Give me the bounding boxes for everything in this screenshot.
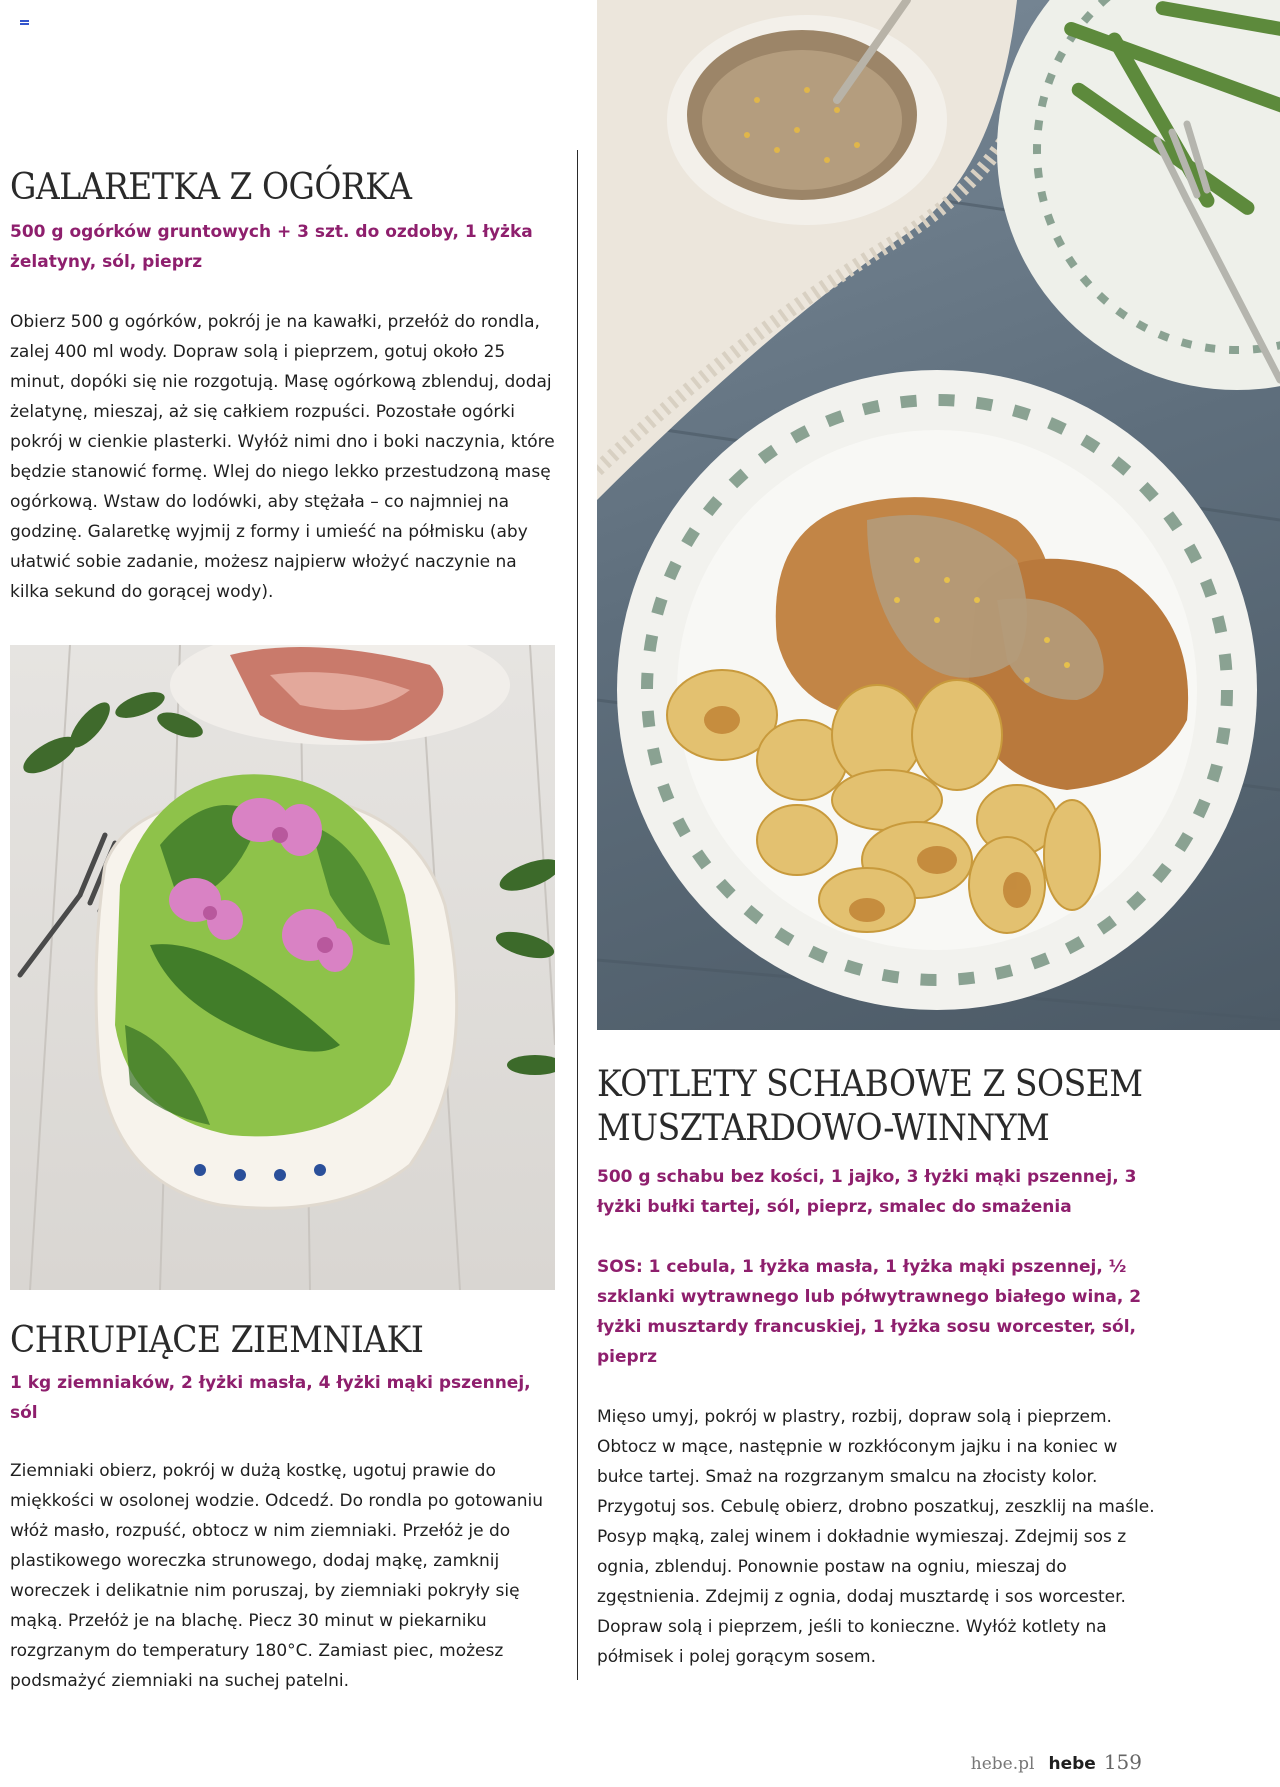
recipe-title-line1: KOTLETY SCHABOWE Z SOSEM [597,1062,1143,1105]
recipe-instructions: Ziemniaki obierz, pokrój w dużą kostkę, ugotuj prawie do miękkości w osolonej wodzie. Odcedź. Do rondla po gotowaniu włóż masło, rozpuść, obtocz w nim ziemniaki. Przełóż je do plastikowego woreczka strunowego, dodaj mąkę, zamknij woreczek i delikatnie nim poruszaj, by ziemniaki pokryły się mąką. Przełóż je na blachę. Piecz 30 minut w piekarniku rozgrzanym do temperatury 180°C. Zamiast piec, możesz podsmażyć ziemniaki na suchej patelni. [10,1461,543,1691]
column-divider [577,150,578,1680]
recipe-instructions: Mięso umyj, pokrój w plastry, rozbij, dopraw solą i pieprzem. Obtocz w mące, następnie w rozkłóconym jajku i na koniec w bułce tartej. Smaż na rozgrzanym smalcu na złocisty kolor. Przygotuj sos. Cebulę obierz, drobno poszatkuj, zeszklij na maśle. Posyp mąką, zalej winem i dokładnie wymieszaj. Zdejmij sos z ognia, zblenduj. Ponownie postaw na ogniu, mieszaj do zgęstnienia. Zdejmij z ognia, dodaj musztardę i sos worcester. Dopraw solą i pieprzem, jeśli to konieczne. Wyłóż kotlety na półmisek i polej gorącym sosem. [597,1407,1155,1667]
recipe-title: CHRUPIĄCE ZIEMNIAKI [10,1318,424,1361]
recipe-instructions: Obierz 500 g ogórków, pokrój je na kawałki, przełóż do rondla, zalej 400 ml wody. Dopraw solą i pieprzem, gotuj około 25 minut, dopóki się nie rozgotują. Masę ogórkową zblenduj, dodaj żelatynę, mieszaj, aż się całkiem rozpuści. Pozostałe ogórki pokrój w cienkie plasterki. Wyłóż nimi dno i boki naczynia, które będzie stanowić formę. Wlej do niego lekko przestudzoną masę ogórkową. Wstaw do lodówki, aby stężała – co najmniej na godzinę. Galaretkę wyjmij z formy i umieść na półmisku (aby ułatwić sobie zadanie, możesz najpierw włożyć naczynie na kilka sekund do gorącej wody). [10,312,555,602]
recipe-kotlety [597,1062,1157,1672]
recipe-title: GALARETKA Z OGÓRKA [10,165,412,208]
recipe-title-line2: MUSZTARDOWO-WINNYM [597,1106,1050,1149]
pork-cutlet-photo [597,0,1280,1030]
recipe-ingredients: 1 kg ziemniaków, 2 łyżki masła, 4 łyżki mąki pszennej, sól [10,1373,531,1423]
footer-site: hebe.pl [970,1754,1035,1774]
recipe-ingredients: 500 g schabu bez kości, 1 jajko, 3 łyżki mąki pszennej, 3 łyżki bułki tartej, sól, pieprz, smalec do smażenia [597,1167,1137,1217]
page-number: 159 [1103,1750,1142,1774]
recipe-title [597,1062,1157,1150]
cucumber-jelly-photo [10,645,555,1290]
page-footer [971,1750,1142,1774]
recipe-ziemniaki [10,1318,558,1696]
corner-mark-icon [20,20,29,28]
recipe-galaretka [10,165,558,607]
footer-brand: hebe [1048,1754,1096,1774]
recipe-ingredients: 500 g ogórków gruntowych + 3 szt. do ozdoby, 1 łyżka żelatyny, sól, pieprz [10,222,533,272]
recipe-sauce-ingredients: SOS: 1 cebula, 1 łyżka masła, 1 łyżka mąki pszennej, ½ szklanki wytrawnego lub półwytrawnego białego wina, 2 łyżki musztardy francuskiej, 1 łyżka sosu worcester, sól, pieprz [597,1257,1142,1367]
